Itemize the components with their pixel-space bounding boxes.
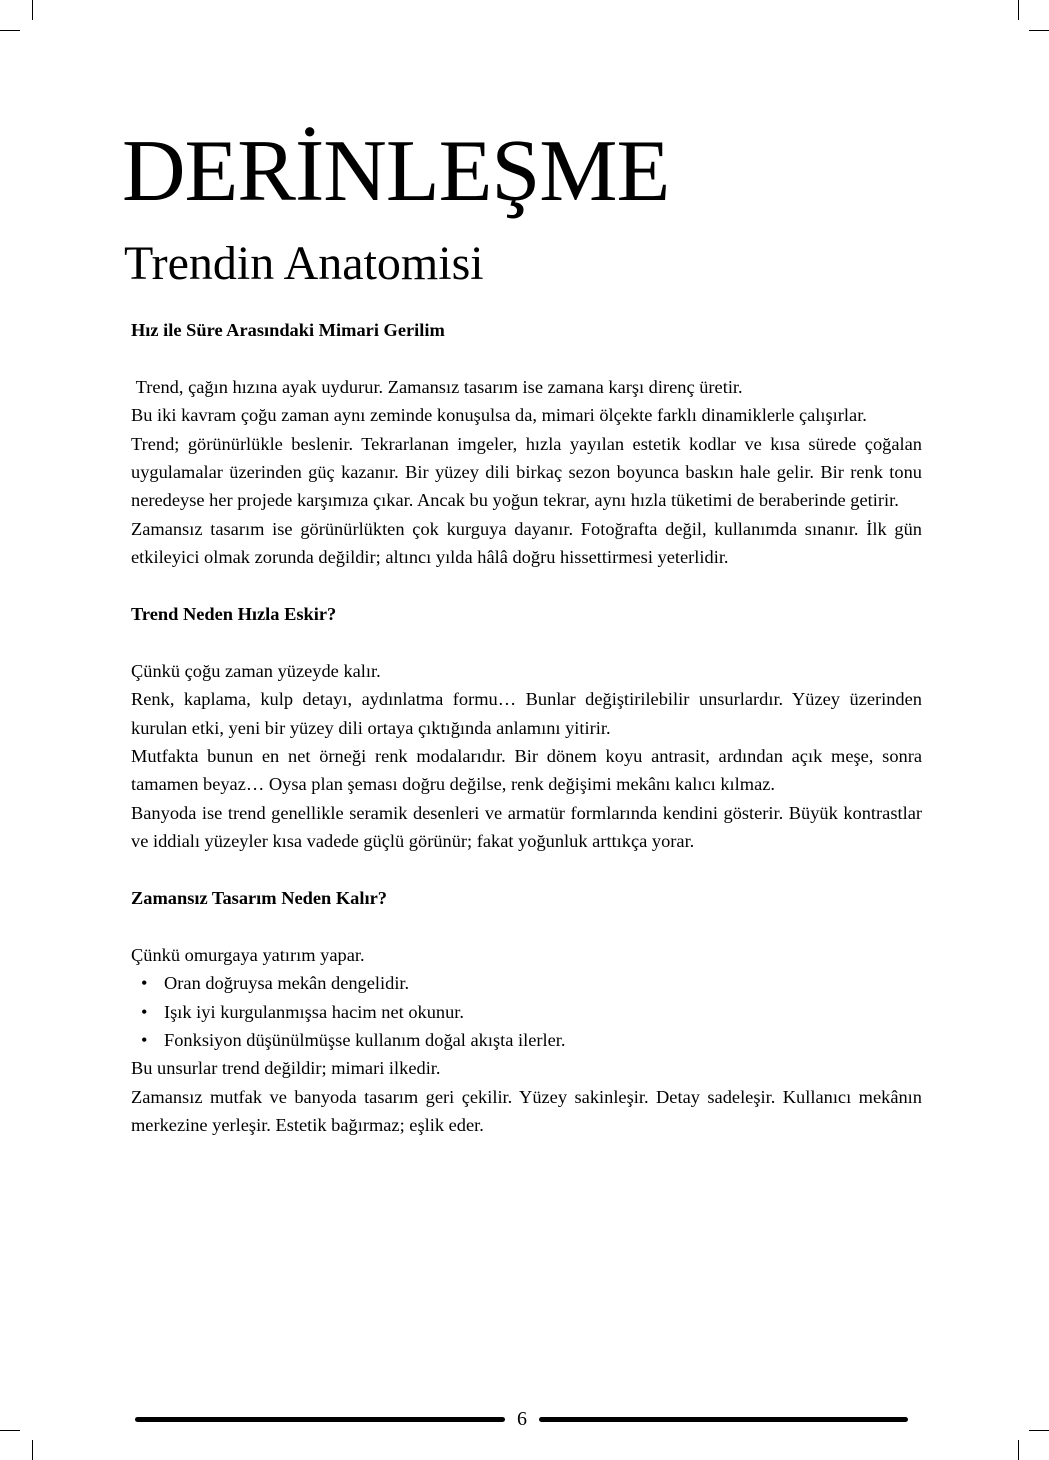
footer-rule-right	[539, 1417, 908, 1422]
paragraph: Mutfakta bunun en net örneği renk modalarıdır. Bir dönem koyu antrasit, ardından açık meşe, sonra tamamen beyaz… Oysa plan şeması doğru değilse, renk değişimi mekânı kalıcı kılmaz.	[131, 746, 922, 795]
paragraph: Renk, kaplama, kulp detayı, aydınlatma formu… Bunlar değiştirilebilir unsurlardır. Yüzey üzerinden kurulan etki, yeni bir yüzey dili ortaya çıktığında anlamını yitirir.	[131, 689, 922, 738]
spacer	[131, 912, 922, 940]
paragraph: Bu unsurlar trend değildir; mimari ilkedir.	[131, 1058, 441, 1079]
bullet-icon: •	[141, 1001, 148, 1022]
crop-mark-top-right	[1018, 0, 1019, 20]
article-body	[131, 316, 922, 1140]
list-item-text: Oran doğruysa mekân dengelidir.	[164, 973, 410, 994]
page-footer	[135, 1405, 908, 1433]
crop-mark-top-left	[32, 0, 33, 20]
paragraph: Bu iki kavram çoğu zaman aynı zeminde konuşulsa da, mimari ölçekte farklı dinamiklerle çalışırlar.	[131, 405, 867, 426]
crop-mark-bottom-left-h	[0, 1430, 20, 1431]
footer-rule-left	[135, 1417, 505, 1422]
spacer	[131, 628, 922, 656]
crop-mark-bottom-right	[1018, 1440, 1019, 1460]
list-item-text: Işık iyi kurgulanmışsa hacim net okunur.	[164, 1001, 465, 1022]
list-item-text: Fonksiyon düşünülmüşse kullanım doğal akışta ilerler.	[164, 1030, 566, 1051]
page-subtitle: Trendin Anatomisi	[124, 237, 484, 290]
paragraph: Zamansız mutfak ve banyoda tasarım geri çekilir. Yüzey sakinleşir. Detay sadeleşir. Kullanıcı mekânın merkezine yerleşir. Estetik bağırmaz; eşlik eder.	[131, 1086, 922, 1136]
crop-mark-top-left-h	[0, 30, 20, 31]
bullet-icon: •	[141, 1030, 148, 1051]
crop-mark-bottom-right-h	[1029, 1430, 1049, 1431]
crop-mark-top-right-h	[1029, 30, 1049, 31]
section-heading-3: Zamansız Tasarım Neden Kalır?	[131, 888, 387, 909]
paragraph: Çünkü omurgaya yatırım yapar.	[131, 944, 365, 965]
spacer	[131, 344, 922, 372]
list-item	[131, 1026, 922, 1054]
bullet-list	[131, 969, 922, 1054]
paragraph: Trend, çağın hızına ayak uydurur. Zamansız tasarım ise zamana karşı direnç üretir.	[131, 376, 743, 397]
paragraph: Zamansız tasarım ise görünürlükten çok kurguya dayanır. Fotoğrafta değil, kullanımda sınanır. İlk gün etkileyici olmak zorunda değildir; altıncı yılda hâlâ doğru hissettirmesi yeterlidir.	[131, 518, 922, 568]
page-title: DERİNLEŞME	[122, 123, 670, 220]
list-item	[131, 998, 922, 1026]
crop-mark-bottom-left	[32, 1440, 33, 1460]
page-number: 6	[517, 1408, 527, 1430]
bullet-icon: •	[141, 973, 148, 994]
section-heading-1: Hız ile Süre Arasındaki Mimari Gerilim	[131, 320, 445, 340]
spacer	[131, 856, 922, 884]
paragraph: Çünkü çoğu zaman yüzeyde kalır.	[131, 660, 381, 681]
paragraph: Trend; görünürlükle beslenir. Tekrarlanan imgeler, hızla yayılan estetik kodlar ve kısa sürede çoğalan uygulamalar üzerinden güç kazanır. Bir yüzey dili birkaç sezon boyunca baskın hale gelir. Bir renk tonu neredeyse her projede karşımıza çıkar. Ancak bu yoğun tekrar, aynı hızla tüketimi de beraberinde getirir.	[131, 433, 922, 511]
list-item	[131, 969, 922, 997]
section-heading-2: Trend Neden Hızla Eskir?	[131, 604, 337, 625]
spacer	[131, 572, 922, 600]
paragraph: Banyoda ise trend genellikle seramik desenleri ve armatür formlarında kendini gösterir. Büyük kontrastlar ve iddialı yüzeyler kısa vadede güçlü görünür; fakat yoğunluk arttıkça yorar.	[131, 802, 922, 852]
